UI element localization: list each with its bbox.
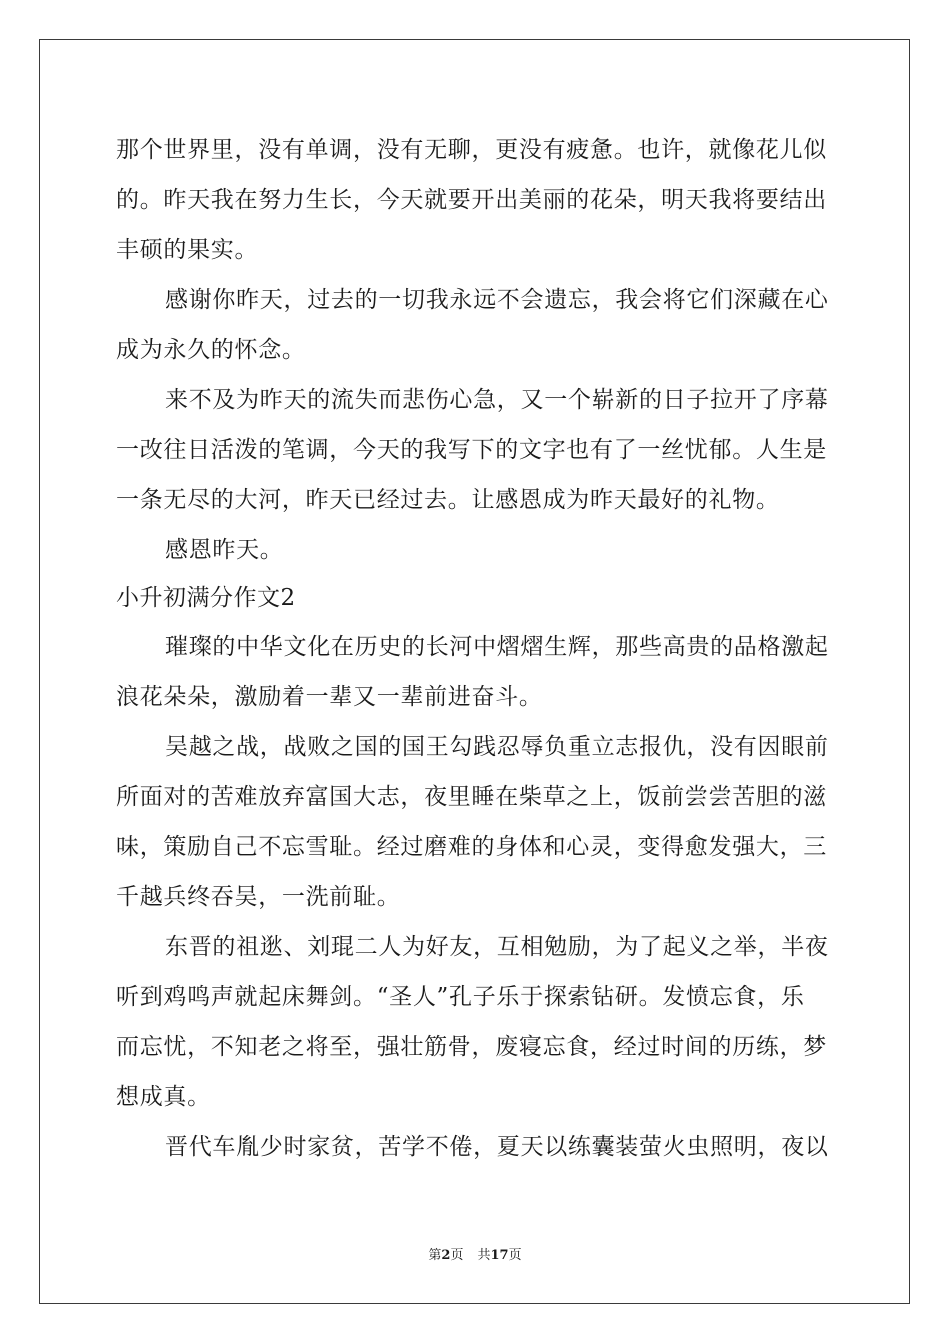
current-page: 2 <box>441 1248 451 1263</box>
page-footer <box>0 1247 950 1265</box>
text-line: 那个世界里，没有单调，没有无聊，更没有疲惫。也许，就像花儿似 <box>116 137 827 163</box>
text-line: 的。昨天我在努力生长，今天就要开出美丽的花朵，明天我将要结出 <box>116 187 827 213</box>
page-suffix: 页 <box>450 1248 464 1263</box>
text-line: 一条无尽的大河，昨天已经过去。让感恩成为昨天最好的礼物。 <box>116 487 780 513</box>
paragraph-start: 吴越之战，战败之国的国王勾践忍辱负重立志报仇，没有因眼前 <box>165 734 829 760</box>
page-total <box>477 1248 521 1263</box>
text-line: 而忘忧，不知老之将至，强壮筋骨，废寝忘食，经过时间的历练，梦 <box>116 1034 827 1060</box>
total-suffix: 页 <box>508 1248 522 1263</box>
page-prefix: 第 <box>428 1248 442 1263</box>
section-heading: 小升初满分作文2 <box>116 585 296 611</box>
text-line: 丰硕的果实。 <box>116 237 259 263</box>
paragraph-start: 东晋的祖逖、刘琨二人为好友，互相勉励，为了起义之举，半夜 <box>165 934 829 960</box>
paragraph-start: 感恩昨天。 <box>165 537 284 563</box>
paragraph-start: 来不及为昨天的流失而悲伤心急，又一个崭新的日子拉开了序幕 <box>165 387 829 413</box>
paragraph-start: 璀璨的中华文化在历史的长河中熠熠生辉，那些高贵的品格激起 <box>165 634 829 660</box>
text-line: 所面对的苦难放弃富国大志，夜里睡在柴草之上，饭前尝尝苦胆的滋 <box>116 784 827 810</box>
total-prefix: 共 <box>477 1248 491 1263</box>
page-number <box>428 1248 463 1263</box>
text-line: 一改往日活泼的笔调，今天的我写下的文字也有了一丝忧郁。人生是 <box>116 437 827 463</box>
text-line: 千越兵终吞吴，一洗前耻。 <box>116 884 401 910</box>
text-line: 浪花朵朵，激励着一辈又一辈前进奋斗。 <box>116 684 543 710</box>
text-line: 味，策励自己不忘雪耻。经过磨难的身体和心灵，变得愈发强大，三 <box>116 834 827 860</box>
text-line: 听到鸡鸣声就起床舞剑。“圣人”孔子乐于探索钻研。发愤忘食，乐 <box>116 984 805 1010</box>
text-line: 想成真。 <box>116 1084 211 1110</box>
paragraph-start: 晋代车胤少时家贫，苦学不倦，夏天以练囊装萤火虫照明，夜以 <box>165 1134 829 1160</box>
total-pages: 17 <box>490 1248 509 1263</box>
text-line: 成为永久的怀念。 <box>116 337 306 363</box>
paragraph-start: 感谢你昨天，过去的一切我永远不会遗忘，我会将它们深藏在心 <box>165 287 829 313</box>
